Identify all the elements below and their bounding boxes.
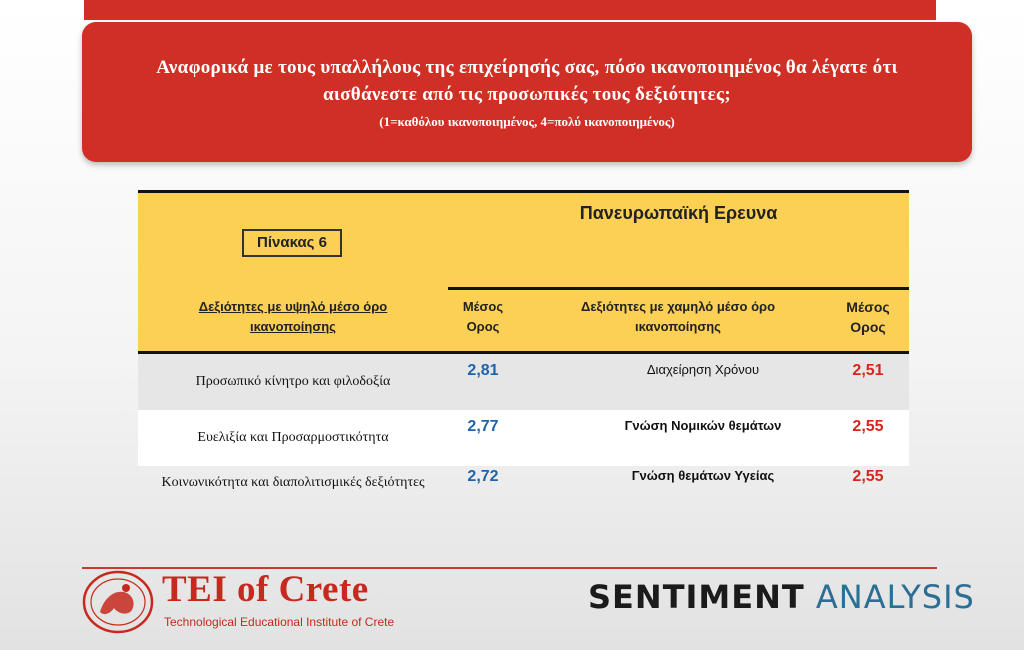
low-mean-value: 2,55 xyxy=(852,418,884,435)
question-scale: (1=καθόλου ικανοποιημένος, 4=πολύ ικανοποιημένος) xyxy=(379,114,675,129)
logo-subtitle: Technological Educational Institute of Crete xyxy=(164,615,395,629)
table-header xyxy=(138,190,909,354)
high-mean-value: 2,81 xyxy=(467,362,499,379)
low-skill-cell: Διαχείρηση Χρόνου xyxy=(646,362,760,377)
column-header-high: Δεξιότητες με υψηλό μέσο όρο ικανοποίησης xyxy=(198,299,388,334)
column-header-low: Δεξιότητες με χαμηλό μέσο όρο ικανοποίησης xyxy=(580,299,776,334)
low-skill-cell: Γνώση Νομικών θεμάτων xyxy=(624,418,782,433)
high-mean-value: 2,72 xyxy=(467,468,499,485)
table-number-label: Πίνακας 6 xyxy=(242,229,342,257)
brand-word-sentiment: SENTIMENT xyxy=(588,578,805,616)
header-divider xyxy=(448,287,909,290)
high-skill-cell: Ευελιξία και Προσαρμοστικότητα xyxy=(197,430,389,445)
column-header-mean-high: Μέσος Ορος xyxy=(462,299,504,334)
high-skill-cell: Κοινωνικότητα και διαπολιτισμικές δεξιότητες xyxy=(161,475,425,490)
high-mean-value: 2,77 xyxy=(467,418,499,435)
results-table xyxy=(138,190,909,535)
column-header-mean-low: Μέσος Ορος xyxy=(846,299,890,335)
table-row xyxy=(138,410,909,466)
sentiment-analysis-brand xyxy=(588,578,975,616)
low-mean-value: 2,55 xyxy=(852,468,884,485)
brand-word-analysis: ANALYSIS xyxy=(815,578,975,616)
high-skill-cell: Προσωπικό κίνητρο και φιλοδοξία xyxy=(195,374,391,389)
logo-title: TEI of Crete xyxy=(162,569,369,610)
question-banner xyxy=(82,22,972,162)
question-text: Αναφορικά με τους υπαλλήλους της επιχείρησής σας, πόσο ικανοποιημένος θα λέγατε ότι αισθάνεστε από τις προσωπικές τους δεξιότητες; xyxy=(156,57,898,105)
top-banner-strip xyxy=(84,0,936,20)
survey-title: Πανευρωπαϊκή Ερευνα xyxy=(579,203,778,223)
table-row xyxy=(138,460,909,535)
tei-seal-icon xyxy=(80,568,160,636)
low-mean-value: 2,51 xyxy=(852,362,884,379)
low-skill-cell: Γνώση θεμάτων Υγείας xyxy=(631,468,775,483)
table-row xyxy=(138,354,909,410)
